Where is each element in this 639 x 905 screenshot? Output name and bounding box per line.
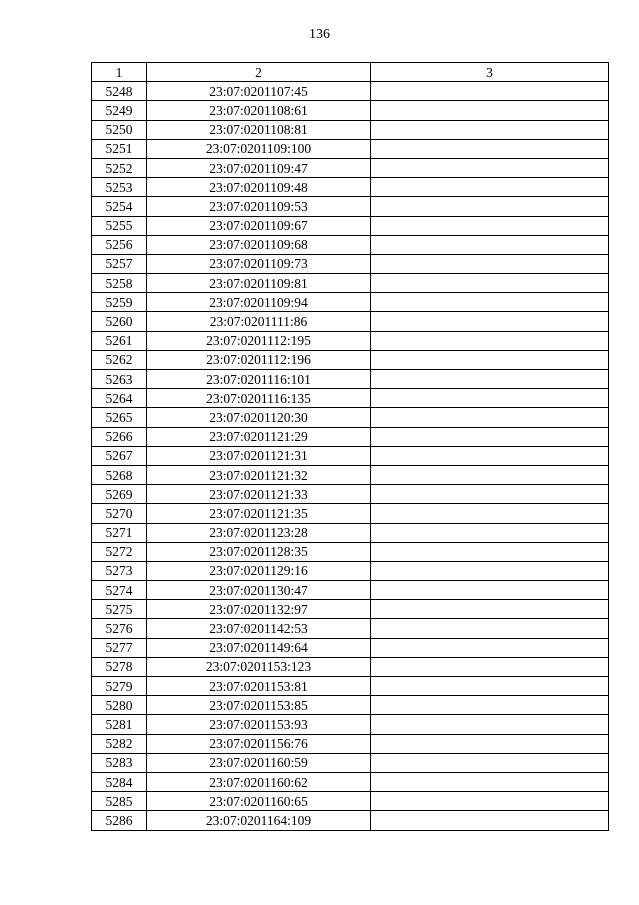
table-row	[92, 120, 609, 139]
table-row	[92, 446, 609, 465]
cadastral-number-cell: 23:07:0201121:29	[147, 427, 371, 446]
cadastral-number-cell: 23:07:0201111:86	[147, 312, 371, 331]
row-number-cell: 5265	[92, 408, 147, 427]
note-cell	[371, 523, 609, 542]
row-number-cell: 5271	[92, 523, 147, 542]
cadastral-number-cell: 23:07:0201156:76	[147, 734, 371, 753]
table-row	[92, 408, 609, 427]
table-header-row	[92, 63, 609, 82]
note-cell	[371, 216, 609, 235]
cadastral-number-cell: 23:07:0201109:67	[147, 216, 371, 235]
table-row	[92, 312, 609, 331]
table-row	[92, 677, 609, 696]
table-row	[92, 600, 609, 619]
row-number-cell: 5278	[92, 657, 147, 676]
row-number-cell: 5284	[92, 772, 147, 791]
cadastral-number-cell: 23:07:0201164:109	[147, 811, 371, 830]
table-row	[92, 638, 609, 657]
table-row	[92, 274, 609, 293]
table-row	[92, 561, 609, 580]
row-number-cell: 5282	[92, 734, 147, 753]
table-row	[92, 101, 609, 120]
cadastral-number-cell: 23:07:0201128:35	[147, 542, 371, 561]
cadastral-number-cell: 23:07:0201123:28	[147, 523, 371, 542]
cadastral-number-cell: 23:07:0201109:68	[147, 235, 371, 254]
note-cell	[371, 753, 609, 772]
note-cell	[371, 408, 609, 427]
row-number-cell: 5258	[92, 274, 147, 293]
row-number-cell: 5272	[92, 542, 147, 561]
table-row	[92, 696, 609, 715]
note-cell	[371, 772, 609, 791]
row-number-cell: 5279	[92, 677, 147, 696]
table-row	[92, 350, 609, 369]
table-row	[92, 370, 609, 389]
table-row	[92, 216, 609, 235]
row-number-cell: 5262	[92, 350, 147, 369]
registry-table	[91, 62, 609, 831]
note-cell	[371, 350, 609, 369]
table-body	[92, 82, 609, 830]
cadastral-number-cell: 23:07:0201109:81	[147, 274, 371, 293]
row-number-cell: 5257	[92, 254, 147, 273]
table-row	[92, 139, 609, 158]
table-row	[92, 542, 609, 561]
table-row	[92, 504, 609, 523]
note-cell	[371, 811, 609, 830]
note-cell	[371, 734, 609, 753]
note-cell	[371, 446, 609, 465]
note-cell	[371, 235, 609, 254]
cadastral-number-cell: 23:07:0201153:123	[147, 657, 371, 676]
note-cell	[371, 293, 609, 312]
note-cell	[371, 677, 609, 696]
cadastral-number-cell: 23:07:0201142:53	[147, 619, 371, 638]
cadastral-number-cell: 23:07:0201129:16	[147, 561, 371, 580]
row-number-cell: 5283	[92, 753, 147, 772]
row-number-cell: 5256	[92, 235, 147, 254]
cadastral-number-cell: 23:07:0201109:48	[147, 178, 371, 197]
cadastral-number-cell: 23:07:0201109:94	[147, 293, 371, 312]
note-cell	[371, 619, 609, 638]
note-cell	[371, 696, 609, 715]
note-cell	[371, 370, 609, 389]
cadastral-number-cell: 23:07:0201153:85	[147, 696, 371, 715]
row-number-cell: 5260	[92, 312, 147, 331]
cadastral-number-cell: 23:07:0201121:31	[147, 446, 371, 465]
table-row	[92, 734, 609, 753]
cadastral-number-cell: 23:07:0201108:81	[147, 120, 371, 139]
row-number-cell: 5266	[92, 427, 147, 446]
note-cell	[371, 542, 609, 561]
table-row	[92, 389, 609, 408]
note-cell	[371, 581, 609, 600]
cadastral-number-cell: 23:07:0201116:101	[147, 370, 371, 389]
table-row	[92, 523, 609, 542]
note-cell	[371, 197, 609, 216]
table-row	[92, 772, 609, 791]
table-row	[92, 581, 609, 600]
row-number-cell: 5268	[92, 465, 147, 484]
table-row	[92, 254, 609, 273]
cadastral-number-cell: 23:07:0201120:30	[147, 408, 371, 427]
row-number-cell: 5261	[92, 331, 147, 350]
note-cell	[371, 82, 609, 101]
table-row	[92, 811, 609, 830]
row-number-cell: 5253	[92, 178, 147, 197]
cadastral-number-cell: 23:07:0201109:100	[147, 139, 371, 158]
note-cell	[371, 331, 609, 350]
cadastral-number-cell: 23:07:0201153:93	[147, 715, 371, 734]
note-cell	[371, 389, 609, 408]
cadastral-number-cell: 23:07:0201107:45	[147, 82, 371, 101]
column-header-1: 1	[92, 63, 147, 82]
cadastral-number-cell: 23:07:0201130:47	[147, 581, 371, 600]
note-cell	[371, 504, 609, 523]
table-row	[92, 753, 609, 772]
row-number-cell: 5252	[92, 158, 147, 177]
note-cell	[371, 178, 609, 197]
row-number-cell: 5274	[92, 581, 147, 600]
cadastral-number-cell: 23:07:0201109:53	[147, 197, 371, 216]
cadastral-number-cell: 23:07:0201160:59	[147, 753, 371, 772]
row-number-cell: 5275	[92, 600, 147, 619]
row-number-cell: 5281	[92, 715, 147, 734]
table-row	[92, 657, 609, 676]
row-number-cell: 5248	[92, 82, 147, 101]
note-cell	[371, 274, 609, 293]
column-header-2: 2	[147, 63, 371, 82]
cadastral-number-cell: 23:07:0201109:73	[147, 254, 371, 273]
cadastral-number-cell: 23:07:0201160:65	[147, 792, 371, 811]
row-number-cell: 5276	[92, 619, 147, 638]
note-cell	[371, 715, 609, 734]
note-cell	[371, 139, 609, 158]
row-number-cell: 5273	[92, 561, 147, 580]
row-number-cell: 5251	[92, 139, 147, 158]
table-row	[92, 197, 609, 216]
table-row	[92, 293, 609, 312]
note-cell	[371, 101, 609, 120]
row-number-cell: 5285	[92, 792, 147, 811]
note-cell	[371, 427, 609, 446]
row-number-cell: 5264	[92, 389, 147, 408]
note-cell	[371, 657, 609, 676]
cadastral-number-cell: 23:07:0201121:35	[147, 504, 371, 523]
cadastral-number-cell: 23:07:0201160:62	[147, 772, 371, 791]
row-number-cell: 5249	[92, 101, 147, 120]
note-cell	[371, 254, 609, 273]
cadastral-number-cell: 23:07:0201149:64	[147, 638, 371, 657]
table-row	[92, 158, 609, 177]
cadastral-number-cell: 23:07:0201108:61	[147, 101, 371, 120]
table-row	[92, 465, 609, 484]
row-number-cell: 5259	[92, 293, 147, 312]
table-row	[92, 331, 609, 350]
cadastral-number-cell: 23:07:0201132:97	[147, 600, 371, 619]
cadastral-number-cell: 23:07:0201109:47	[147, 158, 371, 177]
table-row	[92, 715, 609, 734]
column-header-3: 3	[371, 63, 609, 82]
cadastral-number-cell: 23:07:0201112:195	[147, 331, 371, 350]
row-number-cell: 5267	[92, 446, 147, 465]
table-row	[92, 427, 609, 446]
table-row	[92, 235, 609, 254]
note-cell	[371, 792, 609, 811]
row-number-cell: 5263	[92, 370, 147, 389]
table-row	[92, 485, 609, 504]
table-row	[92, 82, 609, 101]
row-number-cell: 5280	[92, 696, 147, 715]
table-row	[92, 792, 609, 811]
note-cell	[371, 465, 609, 484]
cadastral-number-cell: 23:07:0201112:196	[147, 350, 371, 369]
cadastral-number-cell: 23:07:0201121:32	[147, 465, 371, 484]
note-cell	[371, 120, 609, 139]
row-number-cell: 5254	[92, 197, 147, 216]
note-cell	[371, 638, 609, 657]
note-cell	[371, 312, 609, 331]
page-number: 136	[309, 27, 330, 42]
note-cell	[371, 485, 609, 504]
note-cell	[371, 158, 609, 177]
row-number-cell: 5250	[92, 120, 147, 139]
row-number-cell: 5270	[92, 504, 147, 523]
cadastral-number-cell: 23:07:0201153:81	[147, 677, 371, 696]
row-number-cell: 5277	[92, 638, 147, 657]
row-number-cell: 5269	[92, 485, 147, 504]
row-number-cell: 5286	[92, 811, 147, 830]
cadastral-number-cell: 23:07:0201121:33	[147, 485, 371, 504]
row-number-cell: 5255	[92, 216, 147, 235]
table-row	[92, 178, 609, 197]
cadastral-number-cell: 23:07:0201116:135	[147, 389, 371, 408]
note-cell	[371, 561, 609, 580]
table-row	[92, 619, 609, 638]
note-cell	[371, 600, 609, 619]
